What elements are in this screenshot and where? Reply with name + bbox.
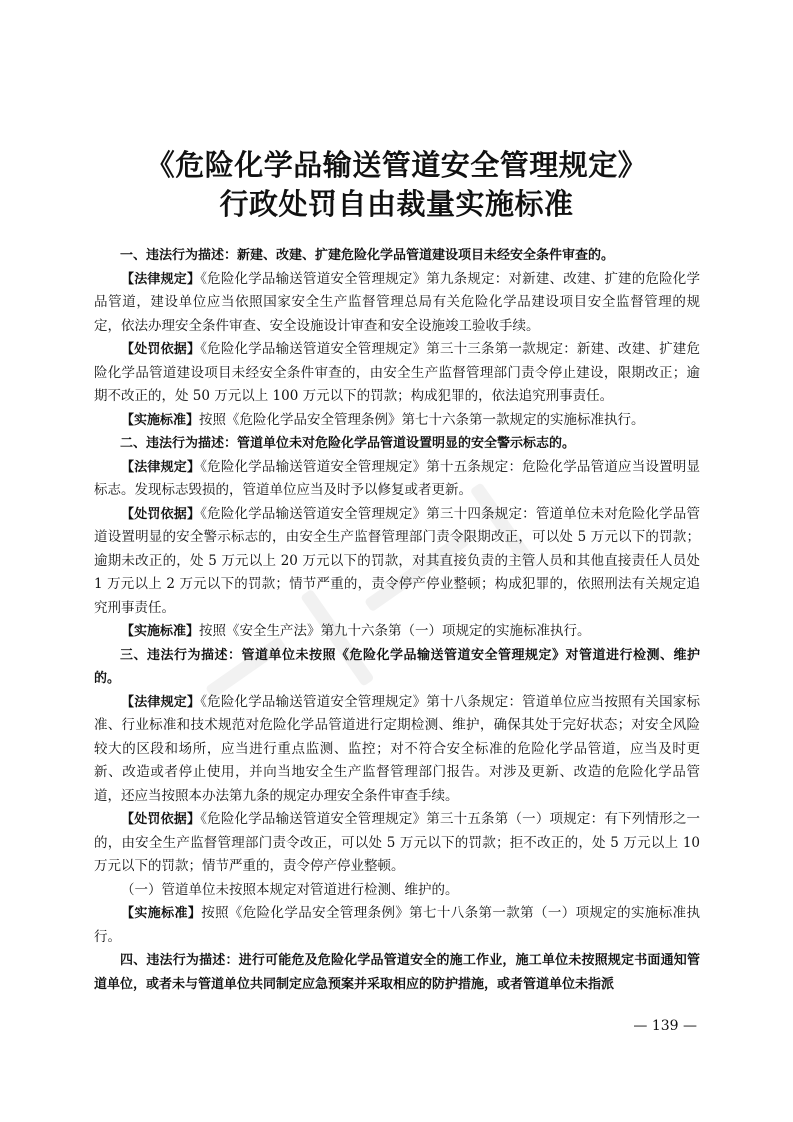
paragraph-text: 《危险化学品输送管道安全管理规定》第三十五条第（一）项规定：有下列情形之一的，由安全生产监督管理部门责令改正，可以处 5 万元以下的罚款；拒不改正的，处 5 万元以上 10 万元以下的罚款；情节严重的，责令停产停业整顿。 xyxy=(94,811,700,874)
section-heading: 四、违法行为描述：进行可能危及危险化学品管道安全的施工作业，施工单位未按照规定书面通知管道单位，或者未与管道单位共同制定应急预案并采取相应的防护措施，或者管道单位未指派 xyxy=(94,953,700,992)
section-heading: 三、违法行为描述：管道单位未按照《危险化学品输送管道安全管理规定》对管道进行检测、维护的。 xyxy=(94,647,700,686)
section-heading: 二、违法行为描述：管道单位未对危险化学品管道设置明显的安全警示标志的。 xyxy=(120,436,576,451)
paragraph-label: 【实施标准】 xyxy=(121,624,200,639)
paragraph-label: 【处罚依据】 xyxy=(121,342,201,357)
paragraph-label: 【法律规定】 xyxy=(121,271,201,287)
paragraph-label: 【实施标准】 xyxy=(121,412,200,428)
paragraph-text: 《危险化学品输送管道安全管理规定》第十五条规定：危险化学品管道应当设置明显标志。发现标志毁损的，管道单位应当及时予以修复或者更新。 xyxy=(94,458,700,498)
paragraph-text: （一）管道单位未按照本规定对管道进行检测、维护的。 xyxy=(121,881,459,898)
paragraph xyxy=(94,691,700,809)
paragraph xyxy=(94,808,700,879)
paragraph-text: 《危险化学品输送管道安全管理规定》第九条规定：对新建、改建、扩建的危险化学品管道，建设单位应当依照国家安全生产监督管理总局有关危险化学品建设项目安全监督管理的规定，依法办理安全条件审查、安全设施设计审查和安全设施竣工验收手续。 xyxy=(94,270,700,334)
paragraph-text: 按照《危险化学品安全管理条例》第七十八条第一款第（一）项规定的实施标准执行。 xyxy=(94,905,700,945)
paragraph-label: 【法律规定】 xyxy=(121,694,201,710)
paragraph xyxy=(94,456,700,503)
paragraph-label: 【处罚依据】 xyxy=(121,812,201,827)
paragraph-text: 《危险化学品输送管道安全管理规定》第三十三条第一款规定：新建、改建、扩建危险化学品管道建设项目未经安全条件审查的，由安全生产监督管理部门责令停止建设，限期改正；逾期不改正的，处 50 万元以上 100 万元以下的罚款；构成犯罪的，依法追究刑事责任。 xyxy=(94,341,700,404)
paragraph-text: 《危险化学品输送管道安全管理规定》第十八条规定：管道单位应当按照有关国家标准、行业标准和技术规范对危险化学品管道进行定期检测、维护，确保其处于完好状态；对安全风险较大的区段和场所，应当进行重点监测、监控；对不符合安全标准的危险化学品管道，应当及时更新、改造或者停止使用，并向当地安全生产监督管理部门报告。对涉及更新、改造的危险化学品管道，还应当按照本办法第九条的规定办理安全条件审查手续。 xyxy=(94,693,700,804)
paragraph xyxy=(94,268,700,339)
paragraph-label: 【法律规定】 xyxy=(121,459,201,475)
page-number: — 139 — xyxy=(633,1018,697,1034)
paragraph-text: 《危险化学品输送管道安全管理规定》第三十四条规定：管道单位未对危险化学品管道设置明显的安全警示标志的，由安全生产监督管理部门责令限期改正，可以处 5 万元以下的罚款；逾期未改正的，处 5 万元以上 20 万元以下的罚款，对其直接负责的主管人员和其他直接责任人员处 1 万元以上 2 万元以下的罚款；情节严重的，责令停产停业整顿；构成犯罪的，依照刑法有关规定追究刑事责任。 xyxy=(94,505,700,616)
paragraph-label: 【实施标准】 xyxy=(121,906,202,921)
paragraph xyxy=(94,620,700,644)
paragraph-text: 按照《危险化学品安全管理条例》第七十六条第一款规定的实施标准执行。 xyxy=(199,411,645,428)
paragraph-text: 按照《安全生产法》第九十六条第（一）项规定的实施标准执行。 xyxy=(199,623,591,639)
paragraph xyxy=(94,409,700,433)
paragraph xyxy=(94,338,700,409)
paragraph xyxy=(94,902,700,949)
paragraph xyxy=(94,879,700,903)
document-body xyxy=(94,244,700,996)
section-heading: 一、违法行为描述：新建、改建、扩建危险化学品管道建设项目未经安全条件审查的。 xyxy=(120,248,615,263)
document-title-line1: 《危险化学品输送管道安全管理规定》 xyxy=(145,148,648,182)
paragraph xyxy=(94,503,700,621)
document-title-line2: 行政处罚自由裁量实施标准 xyxy=(219,187,574,221)
paragraph-label: 【处罚依据】 xyxy=(121,506,201,522)
